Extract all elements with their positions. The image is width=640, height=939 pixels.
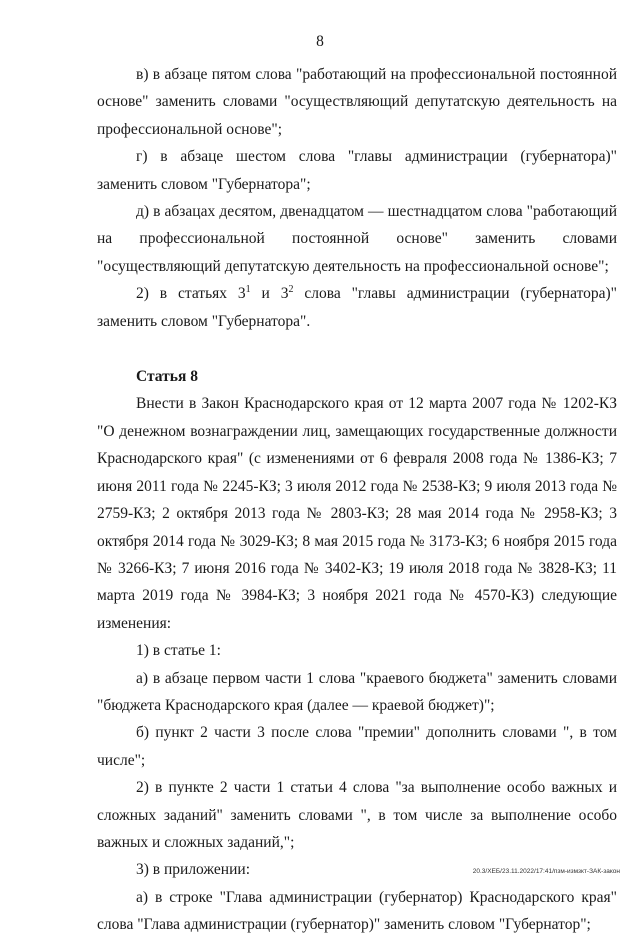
item2-middle: и 3	[250, 285, 289, 303]
item2-prefix: 2) в статьях 3	[136, 285, 246, 303]
paragraph-item-3a: а) в строке "Глава администрации (губернатор) Краснодарского края" слова "Глава администрации (губернатор)" заменить словом "Губернатор";	[97, 888, 617, 934]
paragraph-introduction: Внести в Закон Краснодарского края от 12 марта 2007 года № 1202-КЗ "О денежном вознаграждении лиц, замещающих государственные должности Краснодарского края" (с изменениями от 6 февраля 2008 года № 1386-КЗ; 7 июня 2011 года № 2245-КЗ; 3 июля 2012 года № 2538-КЗ; 9 июля 2013 года № 2759-КЗ; 2 октября 2013 года № 2803-КЗ; 28 мая 2014 года № 2958-КЗ; 3 октября 2014 года № 3029-КЗ; 8 мая 2015 года № 3173-КЗ; 6 ноября 2015 года № 3266-КЗ; 7 июня 2016 года № 3402-КЗ; 19 июля 2018 года № 3828-КЗ; 11 марта 2019 года № 3984-КЗ; 3 ноября 2021 года № 4570-КЗ) следующие изменения:	[97, 395, 617, 632]
paragraph-item-1: 1) в статье 1:	[136, 642, 221, 660]
paragraph-d: д) в абзацах десятом, двенадцатом — шестнадцатом слова "работающий на профессиональной постоянной основе" заменить словами "осуществляющий депутатскую деятельность на профессиональной основе";	[97, 203, 617, 275]
item2-suffix: слова "главы администрации (губернатора)" заменить словом "Губернатора".	[97, 285, 618, 330]
paragraph-item-1a: а) в абзаце первом части 1 слова "краевого бюджета" заменить словами "бюджета Краснодарского края (далее — краевой бюджет)";	[97, 669, 617, 714]
superscript-2: 2	[288, 284, 294, 296]
paragraph-item-1b: б) пункт 2 части 3 после слова "премии" дополнить словами ", в том числе";	[97, 724, 617, 769]
paragraph-item-2	[97, 280, 617, 335]
paragraph-item-3: 3) в приложении:	[136, 861, 250, 879]
paragraph-item-2-art4: 2) в пункте 2 части 1 статьи 4 слова "за выполнение особо важных и сложных заданий" заменить словами ", в том числе за выполнение особо важных и сложных заданий,";	[97, 779, 617, 851]
page-number: 8	[316, 33, 324, 50]
superscript-1: 1	[245, 284, 251, 296]
footer-stamp: 20.3/ХЕБ/23.11.2022/17:41/пзм-измзкт-ЗАК-закон	[472, 868, 620, 875]
paragraph-v: в) в абзаце пятом слова "работающий на профессиональной постоянной основе" заменить словами "осуществляющий депутатскую деятельность на профессиональной основе";	[97, 66, 617, 138]
section-gap	[97, 335, 617, 363]
article-heading: Статья 8	[136, 368, 198, 386]
document-body	[97, 61, 617, 939]
paragraph-g: г) в абзаце шестом слова "главы администрации (губернатора)" заменить словом "Губернатора";	[97, 148, 617, 193]
